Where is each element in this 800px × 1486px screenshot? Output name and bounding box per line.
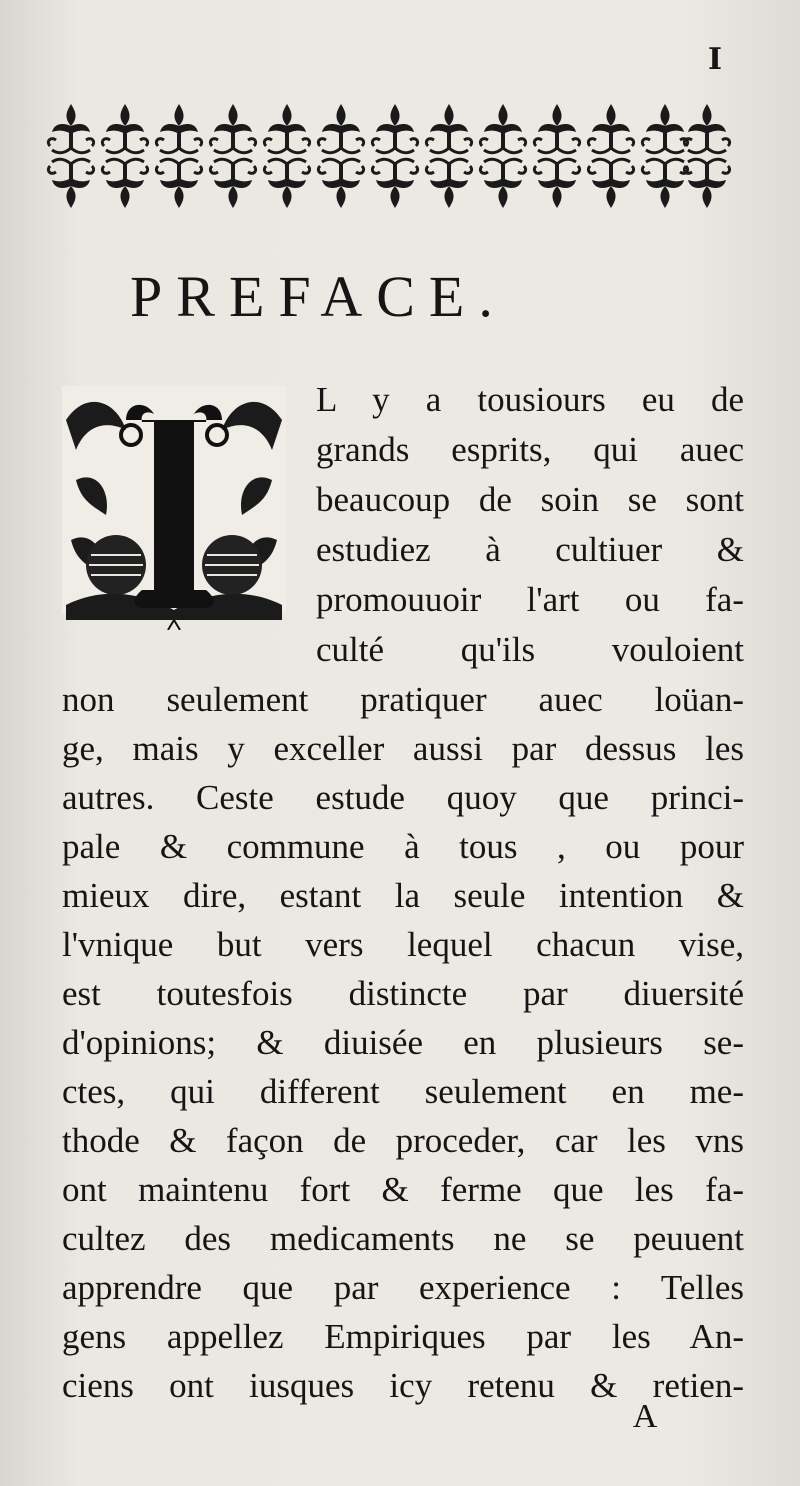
text-line: promouuoir l'art ou fa- bbox=[316, 580, 744, 619]
text-line: est toutesfois distincte par diuersité bbox=[62, 974, 744, 1013]
text-line: cultez des medicaments ne se peuuent bbox=[62, 1219, 744, 1258]
text-line: d'opinions; & diuisée en plusieurs se- bbox=[62, 1023, 744, 1062]
text-line: ctes, qui different seulement en me- bbox=[62, 1072, 744, 1111]
text-line: ont maintenu fort & ferme que les fa- bbox=[62, 1170, 744, 1209]
text-line: non seulement pratiquer auec loüan- bbox=[62, 680, 744, 719]
text-line: apprendre que par experience : Telles bbox=[62, 1268, 744, 1307]
text-line: ciens ont iusques icy retenu & retien- bbox=[62, 1366, 744, 1405]
text-line: beaucoup de soin se sont bbox=[316, 480, 744, 519]
page-number: I bbox=[707, 42, 723, 77]
text-line: estudiez à cultiuer & bbox=[316, 530, 744, 569]
text-line: ge, mais y exceller aussi par dessus les bbox=[62, 729, 744, 768]
ornamental-headpiece bbox=[44, 100, 734, 212]
signature-mark: A bbox=[632, 1398, 658, 1435]
decorated-initial bbox=[56, 380, 292, 630]
text-line: autres. Ceste estude quoy que princi- bbox=[62, 778, 744, 817]
text-line: l'vnique but vers lequel chacun vise, bbox=[62, 925, 744, 964]
page-title: PREFACE. bbox=[130, 264, 507, 329]
text-line: L y a tousiours eu de bbox=[316, 380, 744, 419]
text-line: pale & commune à tous , ou pour bbox=[62, 827, 744, 866]
text-line: gens appellez Empiriques par les An- bbox=[62, 1317, 744, 1356]
text-line: thode & façon de proceder, car les vns bbox=[62, 1121, 744, 1160]
text-line: mieux dire, estant la seule intention & bbox=[62, 876, 744, 915]
text-line: grands esprits, qui auec bbox=[316, 430, 744, 469]
text-line: culté qu'ils vouloient bbox=[316, 630, 744, 669]
